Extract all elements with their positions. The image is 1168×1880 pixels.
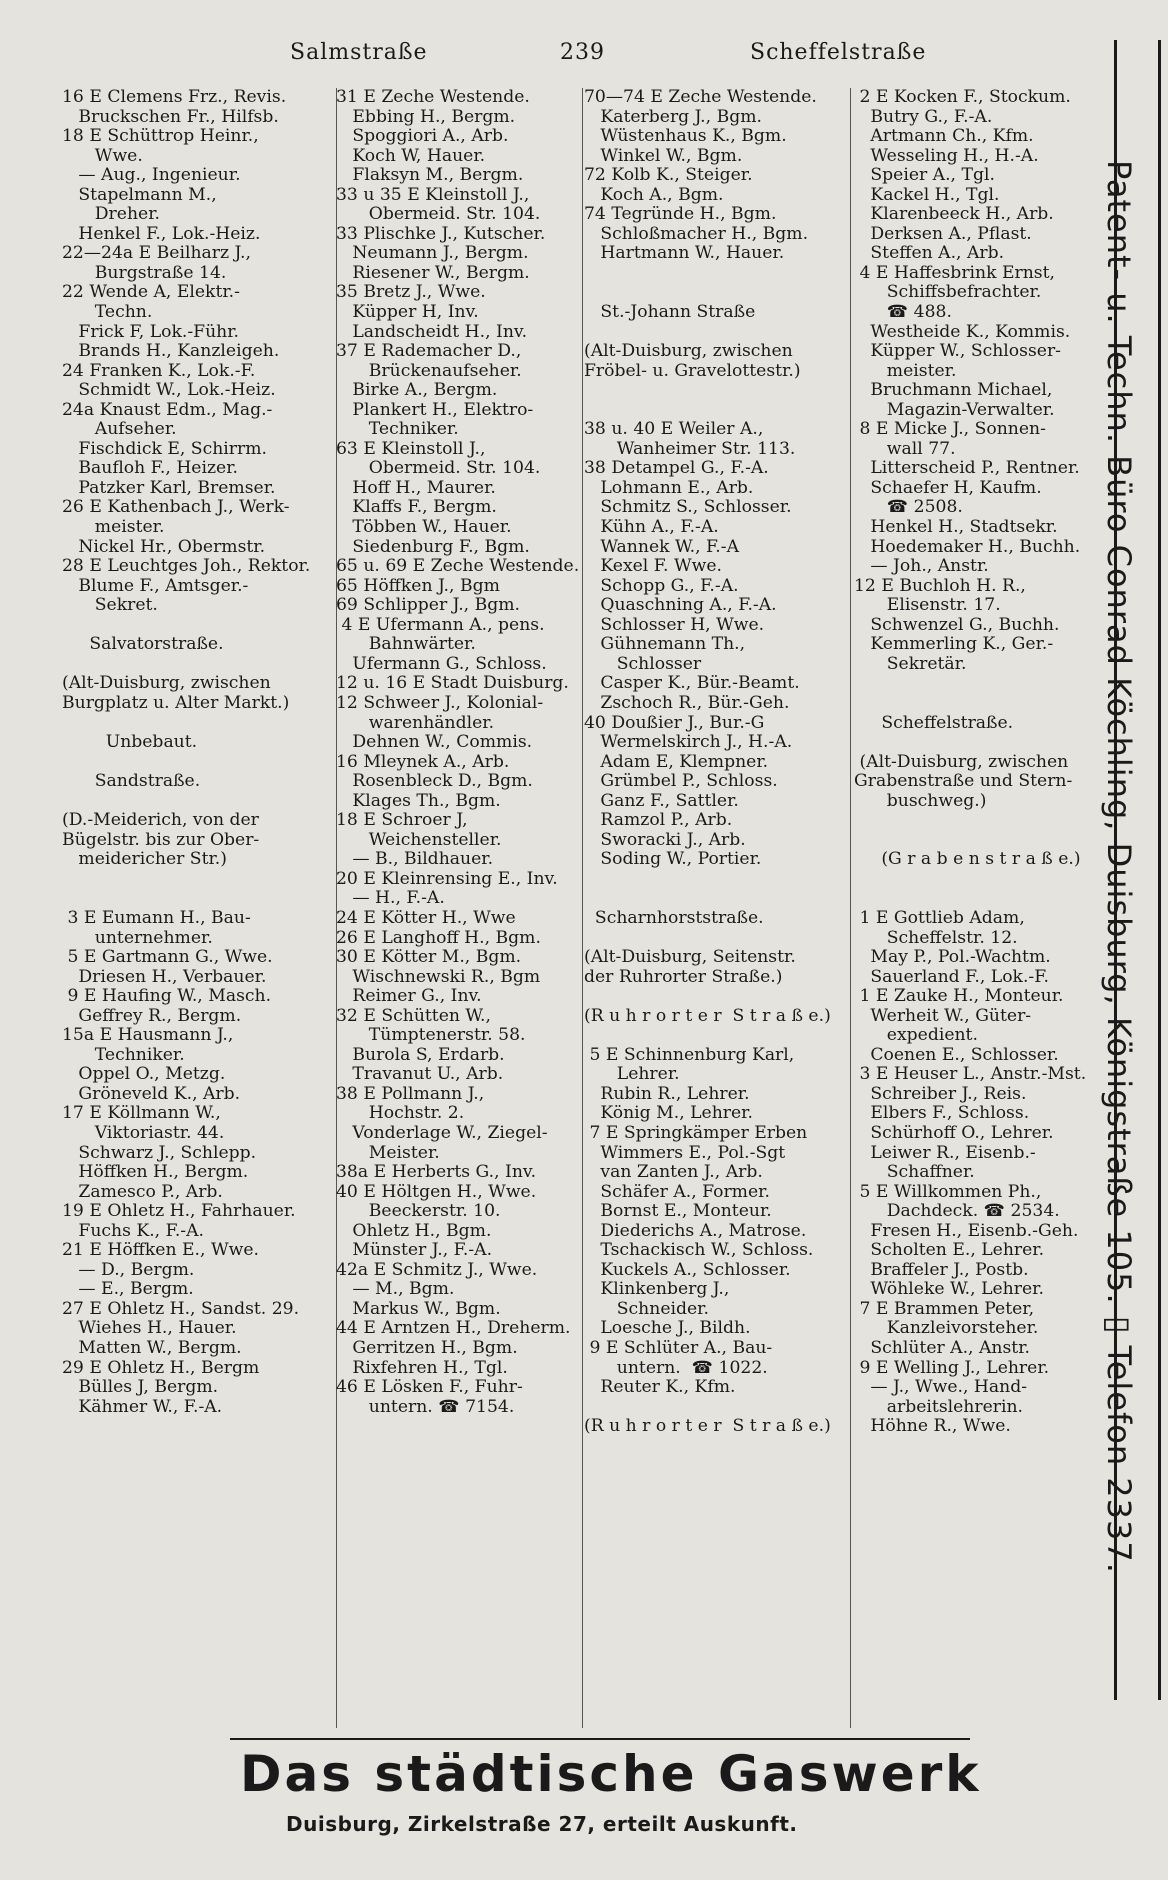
directory-entry	[62, 714, 334, 734]
directory-entry: Rubin R., Lehrer.	[584, 1083, 750, 1104]
directory-entry	[584, 381, 848, 401]
directory-entry: 35 Bretz J., Wwe.	[336, 282, 486, 303]
directory-entry: Schmitz S., Schlosser.	[584, 497, 792, 518]
directory-entry: Steffen A., Arb.	[854, 243, 1005, 264]
directory-entry: Kexel F. Wwe.	[584, 556, 722, 577]
directory-entry: 5 E Gartmann G., Wwe.	[62, 947, 273, 968]
directory-entry	[62, 616, 334, 636]
directory-entry: Schloßmacher H., Bgm.	[584, 223, 809, 244]
directory-entry: (Alt-Duisburg, zwischen	[854, 751, 1069, 772]
directory-entry	[584, 987, 848, 1007]
directory-entry: 5 E Willkommen Ph.,	[854, 1181, 1042, 1202]
footer-subtitle: Duisburg, Zirkelstraße 27, erteilt Auskunft.	[286, 1812, 798, 1836]
directory-entry	[584, 401, 848, 421]
directory-entry: Fuchs K., F.-A.	[62, 1220, 204, 1241]
directory-entry: 40 E Höltgen H., Wwe.	[336, 1181, 537, 1202]
directory-entry: 42a E Schmitz J., Wwe.	[336, 1259, 538, 1280]
directory-entry: — Aug., Ingenieur.	[62, 165, 241, 186]
directory-entry	[62, 753, 334, 773]
directory-entry: Siedenburg F., Bgm.	[336, 536, 530, 557]
directory-entry: Plankert H., Elektro-	[336, 399, 534, 420]
directory-entry: Wiehes H., Hauer.	[62, 1318, 237, 1339]
directory-entry: Travanut U., Arb.	[336, 1064, 504, 1085]
directory-entry: (R u h r o r t e r S t r a ß e.)	[584, 1416, 831, 1437]
directory-entry	[854, 831, 1104, 851]
directory-entry	[62, 870, 334, 890]
directory-entry: Litterscheid P., Rentner.	[854, 458, 1080, 479]
directory-entry: 18 E Schüttrop Heinr.,	[62, 126, 259, 147]
directory-entry: Lehrer.	[584, 1064, 680, 1085]
directory-entry: Schlosser H, Wwe.	[584, 614, 765, 635]
directory-entry: (Alt-Duisburg, zwischen	[62, 673, 271, 694]
directory-entry	[854, 674, 1104, 694]
directory-entry: buschweg.)	[854, 790, 987, 811]
directory-entry: Henkel H., Stadtsekr.	[854, 517, 1058, 538]
directory-entry: Rixfehren H., Tgl.	[336, 1357, 508, 1378]
directory-entry: Flaksyn M., Bergm.	[336, 165, 524, 186]
directory-entry: Scharnhorststraße.	[584, 907, 764, 928]
directory-entry: Scholten E., Lehrer.	[854, 1240, 1045, 1261]
directory-entry: Burola S, Erdarb.	[336, 1044, 505, 1065]
directory-entry: May P., Pol.-Wachtm.	[854, 947, 1051, 968]
directory-entry: (R u h r o r t e r S t r a ß e.)	[584, 1005, 831, 1026]
directory-entry: unternehmer.	[62, 927, 213, 948]
directory-entry: 19 E Ohletz H., Fahrhauer.	[62, 1201, 296, 1222]
directory-entry: Schiffsbefrachter.	[854, 282, 1042, 303]
directory-entry: 9 E Schlüter A., Bau-	[584, 1338, 773, 1358]
directory-entry: warenhändler.	[336, 712, 495, 733]
directory-entry: 7 E Springkämper Erben	[584, 1122, 808, 1143]
directory-entry	[854, 870, 1104, 890]
directory-entry: — B., Bildhauer.	[336, 849, 494, 870]
directory-entry: Scheffelstraße.	[854, 712, 1014, 733]
directory-entry: Coenen E., Schlosser.	[854, 1044, 1059, 1065]
directory-entry: Wöhleke W., Lehrer.	[854, 1279, 1044, 1300]
directory-entry: Bruckschen Fr., Hilfsb.	[62, 106, 279, 127]
directory-entry: Kuckels A., Schlosser.	[584, 1259, 791, 1280]
directory-entry	[854, 889, 1104, 909]
directory-entry: 40 Doußier J., Bur.-G	[584, 712, 765, 733]
directory-entry: 38 E Pollmann J.,	[336, 1083, 485, 1104]
directory-entry: arbeitslehrerin.	[854, 1396, 1024, 1417]
directory-entry: 27 E Ohletz H., Sandst. 29.	[62, 1298, 300, 1319]
directory-entry: 46 E Lösken F., Fuhr-	[336, 1377, 523, 1398]
directory-entry: Aufseher.	[62, 419, 177, 440]
directory-entry: Scheffelstr. 12.	[854, 927, 1018, 948]
directory-entry: expedient.	[854, 1025, 978, 1046]
directory-entry: Viktoriastr. 44.	[62, 1122, 225, 1143]
directory-entry: Landscheidt H., Inv.	[336, 321, 528, 342]
directory-entry: Braffeler J., Postb.	[854, 1259, 1029, 1280]
directory-entry: Höhne R., Wwe.	[854, 1416, 1011, 1437]
directory-entry: van Zanten J., Arb.	[584, 1162, 763, 1183]
directory-entry: Bügelstr. bis zur Ober-	[62, 829, 260, 850]
directory-entry: Sekretär.	[854, 653, 967, 674]
directory-entry: Winkel W., Bgm.	[584, 145, 743, 166]
directory-entry: Kemmerling K., Ger.-	[854, 634, 1054, 655]
directory-entry	[584, 870, 848, 890]
directory-entry: Frick F, Lok.-Führ.	[62, 321, 240, 342]
directory-entry: Techniker.	[336, 419, 459, 440]
directory-entry: Kühn A., F.-A.	[584, 517, 719, 538]
directory-entry	[62, 889, 334, 909]
directory-entry: 12 E Buchloh H. R.,	[854, 575, 1026, 596]
directory-entry: Spoggiori A., Arb.	[336, 126, 509, 147]
directory-entry: meister.	[854, 360, 957, 381]
directory-entry: Wischnewski R., Bgm	[336, 966, 541, 987]
directory-entry: Soding W., Portier.	[584, 849, 762, 870]
directory-entry: Grabenstraße und Stern-	[854, 771, 1073, 792]
directory-entry: 8 E Micke J., Sonnen-	[854, 419, 1046, 440]
directory-entry	[854, 694, 1104, 714]
directory-entry: Oppel O., Metzg.	[62, 1064, 226, 1085]
directory-entry: — D., Bergm.	[62, 1259, 195, 1280]
directory-entry: Unbebaut.	[62, 732, 198, 753]
directory-entry: Diederichs A., Matrose.	[584, 1220, 807, 1241]
directory-entry: Fischdick E, Schirrm.	[62, 438, 267, 459]
directory-entry: Schmidt W., Lok.-Heiz.	[62, 380, 276, 401]
directory-entry: Schopp G., F.-A.	[584, 575, 739, 596]
directory-entry: Wermelskirch J., H.-A.	[584, 732, 793, 753]
directory-entry: Derksen A., Pflast.	[854, 223, 1032, 244]
page-number: 239	[560, 40, 605, 65]
directory-entry: — E., Bergm.	[62, 1279, 194, 1300]
directory-entry: Höffken H., Bergm.	[62, 1162, 249, 1183]
column-4	[854, 88, 1104, 1437]
directory-entry: Wesseling H., H.-A.	[854, 145, 1039, 166]
directory-entry: 33 Plischke J., Kutscher.	[336, 223, 546, 244]
directory-entry: Gröneveld K., Arb.	[62, 1083, 241, 1104]
directory-entry: Schwenzel G., Buchh.	[854, 614, 1060, 635]
directory-entry: Patzker Karl, Bremser.	[62, 477, 276, 498]
directory-entry	[584, 264, 848, 284]
directory-entry: 9 E Welling J., Lehrer.	[854, 1357, 1050, 1378]
directory-entry	[62, 792, 334, 812]
footer-title: Das städtische Gaswerk	[240, 1745, 982, 1803]
directory-entry: Münster J., F.-A.	[336, 1240, 493, 1261]
directory-entry: Artmann Ch., Kfm.	[854, 126, 1034, 147]
directory-entry: 38 u. 40 E Weiler A.,	[584, 419, 764, 440]
directory-entry: Wannek W., F.-A	[584, 536, 739, 557]
directory-entry: 63 E Kleinstoll J.,	[336, 438, 486, 459]
directory-entry: Zschoch R., Bür.-Geh.	[584, 692, 790, 713]
directory-entry	[584, 1398, 848, 1418]
directory-entry: Beeckerstr. 10.	[336, 1201, 501, 1222]
directory-entry: Bülles J, Bergm.	[62, 1377, 219, 1398]
directory-entry: Meister.	[336, 1142, 440, 1163]
directory-entry: Kanzleivorsteher.	[854, 1318, 1039, 1339]
directory-entry: Schwarz J., Schlepp.	[62, 1142, 257, 1163]
directory-entry: Loesche J., Bildh.	[584, 1318, 751, 1339]
directory-entry	[584, 889, 848, 909]
directory-entry: Driesen H., Verbauer.	[62, 966, 267, 987]
directory-entry: Tümptenerstr. 58.	[336, 1025, 526, 1046]
directory-entry: Leiwer R., Eisenb.-	[854, 1142, 1036, 1163]
directory-entry: Riesener W., Bergm.	[336, 262, 530, 283]
directory-entry: 4 E Haffesbrink Ernst,	[854, 262, 1055, 283]
directory-entry: 74 Tegründe H., Bgm.	[584, 204, 777, 225]
directory-entry: meister.	[62, 517, 165, 538]
directory-entry: Neumann J., Bergm.	[336, 243, 529, 264]
directory-entry: Schürhoff O., Lehrer.	[854, 1122, 1054, 1143]
directory-entry: Henkel F., Lok.-Heiz.	[62, 223, 261, 244]
directory-entry: Matten W., Bergm.	[62, 1338, 242, 1358]
directory-entry: Klarenbeeck H., Arb.	[854, 204, 1054, 225]
directory-entry: Markus W., Bgm.	[336, 1298, 501, 1319]
directory-entry: 29 E Ohletz H., Bergm	[62, 1357, 260, 1378]
header-left: Salmstraße	[290, 40, 428, 65]
directory-entry: 32 E Schütten W.,	[336, 1005, 491, 1026]
directory-entry: Schreiber J., Reis.	[854, 1083, 1027, 1104]
directory-entry: Bahnwärter.	[336, 634, 476, 655]
directory-entry: 12 u. 16 E Stadt Duisburg.	[336, 673, 569, 694]
directory-entry	[854, 811, 1104, 831]
directory-entry	[584, 323, 848, 343]
directory-entry: 70—74 E Zeche Westende.	[584, 87, 817, 107]
directory-entry: Zamesco P., Arb.	[62, 1181, 223, 1202]
directory-entry: (Alt-Duisburg, Seitenstr.	[584, 947, 796, 968]
directory-entry: 72 Kolb K., Steiger.	[584, 165, 753, 186]
directory-entry: Hartmann W., Hauer.	[584, 243, 785, 264]
directory-entry: — H., F.-A.	[336, 888, 445, 909]
directory-entry: 37 E Rademacher D.,	[336, 341, 522, 362]
directory-entry: Nickel Hr., Obermstr.	[62, 536, 266, 557]
directory-entry: 38a E Herberts G., Inv.	[336, 1162, 537, 1183]
directory-entry: Ufermann G., Schloss.	[336, 653, 547, 674]
directory-entry: (Alt-Duisburg, zwischen	[584, 341, 793, 362]
directory-entry: Elisenstr. 17.	[854, 595, 1001, 616]
directory-entry: Obermeid. Str. 104.	[336, 458, 541, 479]
directory-entry: (G r a b e n s t r a ß e.)	[854, 849, 1081, 870]
column-3	[584, 88, 848, 1437]
directory-entry: 3 E Heuser L., Anstr.-Mst.	[854, 1064, 1087, 1085]
directory-entry: 12 Schweer J., Kolonial-	[336, 692, 544, 713]
directory-entry: 28 E Leuchtges Joh., Rektor.	[62, 556, 311, 577]
directory-entry: Fröbel- u. Gravelottestr.)	[584, 360, 801, 381]
directory-entry: Elbers F., Schloss.	[854, 1103, 1030, 1124]
directory-entry: Sekret.	[62, 595, 158, 616]
directory-entry: Hoedemaker H., Buchh.	[854, 536, 1081, 557]
directory-entry: Ganz F., Sattler.	[584, 790, 739, 811]
directory-entry: 9 E Haufing W., Masch.	[62, 986, 272, 1007]
directory-entry: Gühnemann Th.,	[584, 634, 746, 655]
directory-entry: 16 Mleynek A., Arb.	[336, 751, 510, 772]
directory-entry: der Ruhrorter Straße.)	[584, 966, 783, 987]
directory-entry: 7 E Brammen Peter,	[854, 1298, 1035, 1319]
directory-entry: Quaschning A., F.-A.	[584, 595, 777, 616]
directory-entry: Sworacki J., Arb.	[584, 829, 746, 850]
directory-entry: 15a E Hausmann J.,	[62, 1025, 234, 1046]
directory-entry: Kackel H., Tgl.	[854, 184, 1000, 205]
directory-entry: Klaffs F., Bergm.	[336, 497, 497, 518]
directory-entry: Werheit W., Güter-	[854, 1005, 1032, 1026]
directory-entry: Butry G., F.-A.	[854, 106, 993, 127]
directory-entry: 17 E Köllmann W.,	[62, 1103, 221, 1124]
directory-entry: 44 E Arntzen H., Dreherm.	[336, 1318, 571, 1339]
directory-entry: 69 Schlipper J., Bgm.	[336, 595, 520, 616]
directory-entry: 21 E Höffken E., Wwe.	[62, 1240, 259, 1261]
directory-entry: 1 E Zauke H., Monteur.	[854, 986, 1064, 1007]
directory-entry: (D.-Meiderich, von der	[62, 810, 259, 831]
directory-entry: Schlosser	[584, 653, 702, 674]
directory-entry: — J., Wwe., Hand-	[854, 1377, 1028, 1398]
directory-entry: Wwe.	[62, 145, 143, 166]
directory-entry: Klages Th., Bgm.	[336, 790, 501, 811]
directory-entry: Reuter K., Kfm.	[584, 1377, 736, 1398]
directory-entry: Weichensteller.	[336, 829, 502, 850]
directory-entry: Sauerland F., Lok.-F.	[854, 966, 1049, 987]
directory-entry: Klinkenberg J.,	[584, 1279, 730, 1300]
directory-entry: 38 Detampel G., F.-A.	[584, 458, 769, 479]
directory-entry: Vonderlage W., Ziegel-	[336, 1122, 548, 1143]
directory-entry: Schaefer H, Kaufm.	[854, 477, 1042, 498]
directory-entry: Koch W, Hauer.	[336, 145, 486, 166]
directory-entry: Reimer G., Inv.	[336, 986, 482, 1007]
directory-entry: Sandstraße.	[62, 771, 201, 792]
directory-entry: Lohmann E., Arb.	[584, 477, 754, 498]
directory-entry: Casper K., Bür.-Beamt.	[584, 673, 800, 694]
directory-entry: 65 u. 69 E Zeche Westende.	[336, 556, 580, 577]
directory-entry: 26 E Langhoff H., Bgm.	[336, 927, 541, 948]
directory-entry: Küpper H, Inv.	[336, 302, 479, 323]
directory-entry: Burgstraße 14.	[62, 262, 227, 283]
directory-entry: Dachdeck. ☎ 2534.	[854, 1201, 1060, 1222]
directory-entry: Brands H., Kanzleigeh.	[62, 341, 280, 362]
directory-entry: Tschackisch W., Schloss.	[584, 1240, 814, 1261]
directory-entry: Katerberg J., Bgm.	[584, 106, 762, 127]
directory-entry: Magazin-Verwalter.	[854, 399, 1055, 420]
directory-entry: 18 E Schroer J,	[336, 810, 468, 831]
directory-entry: Bruchmann Michael,	[854, 380, 1053, 401]
directory-entry: Adam E, Klempner.	[584, 751, 769, 772]
directory-entry: Westheide K., Kommis.	[854, 321, 1071, 342]
directory-entry: 3 E Eumann H., Bau-	[62, 907, 251, 928]
directory-entry: Schäfer A., Former.	[584, 1181, 770, 1202]
directory-entry: wall 77.	[854, 438, 956, 459]
directory-entry: Dehnen W., Commis.	[336, 732, 533, 753]
directory-entry: Brückenaufseher.	[336, 360, 522, 381]
directory-entry: Ramzol P., Arb.	[584, 810, 733, 831]
directory-entry: Obermeid. Str. 104.	[336, 204, 541, 225]
directory-entry: Schneider.	[584, 1298, 709, 1319]
directory-entry: Rosenbleck D., Bgm.	[336, 771, 533, 792]
directory-entry: 22 Wende A, Elektr.-	[62, 282, 240, 303]
directory-entry: 2 E Kocken F., Stockum.	[854, 87, 1071, 107]
directory-entry: Stapelmann M.,	[62, 184, 217, 205]
directory-entry: Küpper W., Schlosser-	[854, 341, 1061, 362]
side-ad-text: Patent- u. Techn. Büro Conrad Köchling, Duisburg, Königstraße 105. ▯ Telefon 2337.	[1100, 160, 1138, 1574]
column-1	[62, 88, 334, 1417]
directory-entry: 65 Höffken J., Bgm	[336, 575, 500, 596]
directory-entry: 4 E Ufermann A., pens.	[336, 614, 545, 635]
directory-entry: Blume F., Amtsger.-	[62, 575, 249, 596]
directory-entry: 5 E Schinnenburg Karl,	[584, 1044, 795, 1065]
directory-entry: untern. ☎ 7154.	[336, 1396, 515, 1417]
directory-entry: 24a Knaust Edm., Mag.-	[62, 399, 273, 420]
directory-entry	[584, 283, 848, 303]
directory-entry: Wanheimer Str. 113.	[584, 438, 796, 459]
directory-entry: Schaffner.	[854, 1162, 975, 1183]
directory-entry: Geffrey R., Bergm.	[62, 1005, 242, 1026]
directory-entry: Schlüter A., Anstr.	[854, 1338, 1030, 1358]
directory-entry: Bornst E., Monteur.	[584, 1201, 772, 1222]
directory-entry: Koch A., Bgm.	[584, 184, 724, 205]
directory-entry: Baufloh F., Heizer.	[62, 458, 238, 479]
directory-entry: 31 E Zeche Westende.	[336, 87, 530, 107]
directory-entry: Ohletz H., Bgm.	[336, 1220, 492, 1241]
directory-entry: Hochstr. 2.	[336, 1103, 465, 1124]
directory-entry: ☎ 488.	[854, 302, 952, 323]
directory-entry: Burgplatz u. Alter Markt.)	[62, 692, 290, 713]
header-right: Scheffelstraße	[750, 40, 927, 65]
directory-entry: — Joh., Anstr.	[854, 556, 989, 577]
directory-entry: meidericher Str.)	[62, 849, 227, 870]
directory-entry: Hoff H., Maurer.	[336, 477, 496, 498]
directory-entry: Gerritzen H., Bgm.	[336, 1338, 518, 1358]
directory-entry: Grümbel P., Schloss.	[584, 771, 778, 792]
directory-entry: Techniker.	[62, 1044, 185, 1065]
directory-entry: 24 E Kötter H., Wwe	[336, 907, 516, 928]
directory-entry: Ebbing H., Bergm.	[336, 106, 516, 127]
directory-entry: 24 Franken K., Lok.-F.	[62, 360, 256, 381]
directory-entry: 20 E Kleinrensing E., Inv.	[336, 868, 558, 889]
directory-entry: untern. ☎ 1022.	[584, 1357, 768, 1378]
directory-entry	[854, 733, 1104, 753]
directory-entry: Wüstenhaus K., Bgm.	[584, 126, 787, 147]
directory-entry	[584, 929, 848, 949]
directory-entry: 26 E Kathenbach J., Werk-	[62, 497, 290, 518]
directory-entry: Dreher.	[62, 204, 160, 225]
directory-entry: St.-Johann Straße	[584, 302, 756, 323]
directory-entry: Techn.	[62, 302, 153, 323]
directory-entry: ☎ 2508.	[854, 497, 963, 518]
directory-entry: 33 u 35 E Kleinstoll J.,	[336, 184, 530, 205]
directory-entry: Speier A., Tgl.	[854, 165, 995, 186]
directory-entry	[62, 655, 334, 675]
column-2	[336, 88, 580, 1417]
directory-entry: 16 E Clemens Frz., Revis.	[62, 87, 287, 107]
directory-entry: Kähmer W., F.-A.	[62, 1396, 223, 1417]
directory-entry: Fresen H., Eisenb.-Geh.	[854, 1220, 1079, 1241]
directory-entry: König M., Lehrer.	[584, 1103, 753, 1124]
directory-entry	[584, 1026, 848, 1046]
directory-entry: 22—24a E Beilharz J.,	[62, 243, 251, 264]
directory-entry: 30 E Kötter M., Bgm.	[336, 947, 522, 968]
directory-entry: Többen W., Hauer.	[336, 517, 512, 538]
directory-entry: Salvatorstraße.	[62, 634, 224, 655]
directory-entry: 1 E Gottlieb Adam,	[854, 907, 1025, 928]
directory-entry: Wimmers E., Pol.-Sgt	[584, 1142, 786, 1163]
directory-entry: Birke A., Bergm.	[336, 380, 498, 401]
directory-entry: — M., Bgm.	[336, 1279, 455, 1300]
